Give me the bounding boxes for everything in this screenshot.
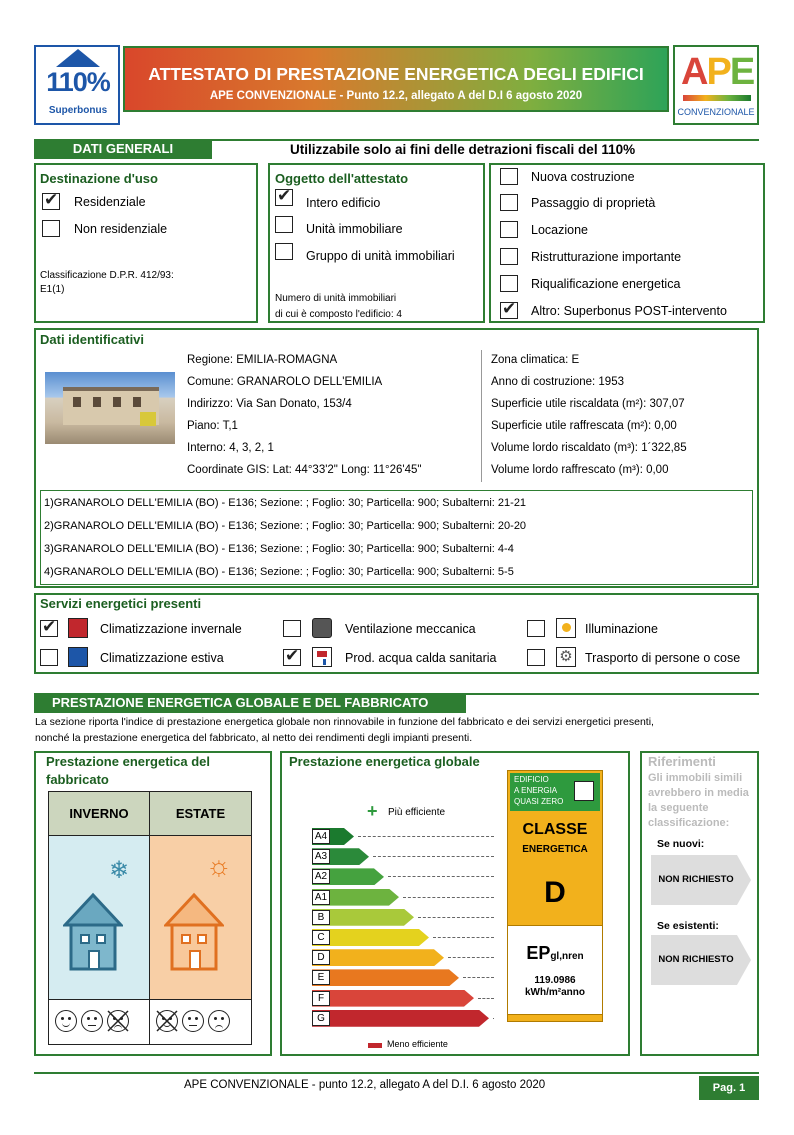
meno-efficiente-label: Meno efficiente bbox=[387, 1039, 448, 1049]
illuminazione-label: Illuminazione bbox=[585, 622, 658, 636]
intero-label: Intero edificio bbox=[306, 196, 381, 210]
cadastral-row: 1)GRANAROLO DELL'EMILIA (BO) - E136; Sezione: ; Foglio: 30; Particella: 900; Subalterni: 21-21 bbox=[44, 497, 527, 509]
altro-checkbox[interactable] bbox=[500, 302, 518, 319]
nuova-costruzione-label: Nuova costruzione bbox=[531, 170, 635, 184]
services-title: Servizi energetici presenti bbox=[40, 596, 202, 611]
class-label-g: G bbox=[312, 1011, 330, 1026]
indirizzo: Indirizzo: Via San Donato, 153/4 bbox=[187, 398, 352, 410]
cadastral-row: 3)GRANAROLO DELL'EMILIA (BO) - E136; Sezione: ; Foglio: 30; Particella: 900; Subalterni: 4-4 bbox=[44, 543, 514, 555]
sad-face-icon bbox=[208, 1010, 230, 1032]
light-bulb-icon bbox=[556, 618, 576, 638]
ident-title: Dati identificativi bbox=[40, 332, 145, 347]
interno: Interno: 4, 3, 2, 1 bbox=[187, 442, 274, 454]
clim-inv-checkbox[interactable] bbox=[40, 620, 58, 637]
class-arrow-f bbox=[312, 990, 474, 1007]
estate-quality-faces bbox=[150, 999, 251, 1044]
nuovi-value: NON RICHIESTO bbox=[658, 874, 734, 885]
clim-est-label: Climatizzazione estiva bbox=[100, 651, 224, 665]
ep-sub: gl,nren bbox=[550, 951, 584, 962]
nzeb-line-2: A ENERGIA bbox=[514, 786, 558, 795]
class-guide-line bbox=[403, 897, 494, 898]
se-esistenti-label: Se esistenti: bbox=[657, 920, 719, 932]
class-label-a1: A1 bbox=[312, 890, 330, 905]
classificazione-value: E1(1) bbox=[40, 284, 65, 295]
ventilazione-label: Ventilazione meccanica bbox=[345, 622, 476, 636]
estate-panel bbox=[150, 836, 251, 999]
performance-desc-1: La sezione riporta l'indice di prestazione energetica globale non rinnovabile in funzione del fabbricato e dei servizi energetici presenti, bbox=[35, 716, 654, 728]
fabbricato-table bbox=[48, 791, 252, 1045]
altro-label: Altro: Superbonus POST-intervento bbox=[531, 304, 727, 318]
passaggio-checkbox[interactable] bbox=[500, 194, 518, 211]
class-label-a4: A4 bbox=[312, 829, 330, 844]
ristrutturazione-label: Ristrutturazione importante bbox=[531, 250, 682, 264]
piano: Piano: T,1 bbox=[187, 420, 238, 432]
radiator-icon bbox=[68, 618, 88, 638]
comune: Comune: GRANAROLO DELL'EMILIA bbox=[187, 376, 383, 388]
ape-logo-bars bbox=[683, 95, 751, 101]
happy-face-icon bbox=[156, 1010, 178, 1032]
ape-logo-sub: CONVENZIONALE bbox=[677, 107, 755, 117]
snowflake-icon: ❄ bbox=[109, 857, 130, 884]
class-label-b: B bbox=[312, 910, 330, 925]
clim-est-checkbox[interactable] bbox=[40, 649, 58, 666]
footer-rule bbox=[34, 1072, 759, 1074]
nzeb-line-1: EDIFICIO bbox=[514, 775, 549, 784]
acqua-label: Prod. acqua calda sanitaria bbox=[345, 651, 497, 665]
energetica-label: ENERGETICA bbox=[522, 844, 588, 855]
page-number: Pag. 1 bbox=[699, 1076, 759, 1100]
class-label-f: F bbox=[312, 991, 330, 1006]
superficie-raffrescata: Superficie utile raffrescata (m²): 0,00 bbox=[491, 420, 677, 432]
non-residenziale-label: Non residenziale bbox=[74, 222, 168, 236]
class-label-d: D bbox=[312, 950, 330, 965]
house-roof-icon bbox=[56, 49, 100, 67]
nuova-costruzione-checkbox[interactable] bbox=[500, 168, 518, 185]
ep-unit: kWh/m²anno bbox=[525, 987, 585, 998]
superbonus-logo bbox=[34, 45, 120, 125]
performance-desc-2: nonché la prestazione energetica del fabbricato, al netto dei rendimenti degli impianti presenti. bbox=[35, 732, 473, 744]
esistenti-value: NON RICHIESTO bbox=[658, 954, 734, 965]
ep-main: EP bbox=[526, 943, 551, 963]
regione: Regione: EMILIA-ROMAGNA bbox=[187, 354, 338, 366]
class-arrow-e bbox=[312, 969, 459, 986]
volume-raffrescato: Volume lordo raffrescato (m³): 0,00 bbox=[491, 464, 669, 476]
hot-water-tap-icon bbox=[312, 647, 332, 667]
building-photo bbox=[45, 372, 175, 444]
nzeb-checkbox[interactable] bbox=[574, 781, 594, 801]
class-arrow-g bbox=[312, 1010, 489, 1027]
motivazione-box bbox=[489, 163, 765, 323]
gear-icon: ⚙ bbox=[556, 647, 576, 667]
meno-marker bbox=[368, 1043, 382, 1048]
clim-inv-label: Climatizzazione invernale bbox=[100, 622, 242, 636]
class-label-a2: A2 bbox=[312, 869, 330, 884]
locazione-label: Locazione bbox=[531, 223, 588, 237]
neutral-face-icon bbox=[182, 1010, 204, 1032]
sad-face-icon bbox=[107, 1010, 129, 1032]
usage-note: Utilizzabile solo ai fini delle detrazioni fiscali del 110% bbox=[290, 142, 636, 157]
numero-unita-line2: di cui è composto l'edificio: 4 bbox=[275, 309, 402, 320]
superficie-riscaldata: Superficie utile riscaldata (m²): 307,07 bbox=[491, 398, 685, 410]
class-guide-line bbox=[418, 917, 494, 918]
class-guide-line bbox=[358, 836, 494, 837]
happy-face-icon bbox=[55, 1010, 77, 1032]
class-label-e: E bbox=[312, 970, 330, 985]
estate-header: ESTATE bbox=[150, 792, 251, 836]
general-tab: DATI GENERALI bbox=[34, 139, 212, 159]
house-winter-icon bbox=[63, 891, 123, 971]
performance-tab: PRESTAZIONE ENERGETICA GLOBALE E DEL FABBRICATO bbox=[34, 693, 466, 713]
gruppo-checkbox[interactable] bbox=[275, 243, 293, 260]
fabbricato-title-1: Prestazione energetica del bbox=[46, 754, 211, 769]
house-summer-icon bbox=[164, 891, 224, 971]
illuminazione-checkbox[interactable] bbox=[527, 620, 545, 637]
class-guide-line bbox=[478, 998, 494, 999]
gruppo-label: Gruppo di unità immobiliari bbox=[306, 249, 455, 263]
non-residenziale-checkbox[interactable] bbox=[42, 220, 60, 237]
riqualificazione-label: Riqualificazione energetica bbox=[531, 277, 681, 291]
intero-checkbox[interactable] bbox=[275, 189, 293, 206]
residenziale-label: Residenziale bbox=[74, 195, 146, 209]
cadastral-row: 4)GRANAROLO DELL'EMILIA (BO) - E136; Sezione: ; Foglio: 30; Particella: 900; Subalterni: 5-5 bbox=[44, 566, 514, 578]
nzeb-line-3: QUASI ZERO bbox=[514, 797, 564, 806]
oggetto-title: Oggetto dell'attestato bbox=[275, 171, 409, 186]
riferimenti-title: Riferimenti bbox=[648, 754, 716, 769]
piu-efficiente-label: Più efficiente bbox=[388, 807, 446, 818]
ep-arrow bbox=[493, 942, 507, 970]
page-title: ATTESTATO DI PRESTAZIONE ENERGETICA DEGLI EDIFICI bbox=[148, 64, 644, 84]
unita-label: Unità immobiliare bbox=[306, 222, 403, 236]
classe-value: D bbox=[544, 876, 566, 909]
logo-110-text: 110% bbox=[46, 67, 110, 97]
riqualificazione-checkbox[interactable] bbox=[500, 275, 518, 292]
class-guide-line bbox=[433, 937, 494, 938]
page-subtitle: APE CONVENZIONALE - Punto 12.2, allegato A del D.I 6 agosto 2020 bbox=[209, 90, 583, 102]
class-label-c: C bbox=[312, 930, 330, 945]
destinazione-title: Destinazione d'uso bbox=[40, 171, 158, 186]
coordinate: Coordinate GIS: Lat: 44°33'2" Long: 11°26'45" bbox=[187, 464, 422, 476]
general-tab-rule bbox=[212, 139, 759, 141]
trasporto-checkbox[interactable] bbox=[527, 649, 545, 666]
ep-label bbox=[507, 943, 603, 964]
footer-text: APE CONVENZIONALE - punto 12.2, allegato A del D.I. 6 agosto 2020 bbox=[184, 1079, 546, 1091]
acqua-checkbox[interactable] bbox=[283, 649, 301, 666]
fan-icon bbox=[312, 618, 332, 638]
class-guide-line bbox=[373, 856, 494, 857]
locazione-checkbox[interactable] bbox=[500, 221, 518, 238]
se-nuovi-label: Se nuovi: bbox=[657, 838, 705, 850]
performance-tab-rule bbox=[466, 693, 759, 695]
ape-logo-text: APE bbox=[681, 51, 754, 93]
trasporto-label: Trasporto di persone o cose bbox=[585, 651, 741, 665]
class-guide-line bbox=[493, 1018, 494, 1019]
inverno-header: INVERNO bbox=[49, 792, 150, 836]
plus-icon: + bbox=[367, 801, 378, 821]
ristrutturazione-checkbox[interactable] bbox=[500, 248, 518, 265]
ident-divider bbox=[481, 350, 482, 482]
numero-unita-line1: Numero di unità immobiliari bbox=[275, 293, 397, 304]
volume-riscaldato: Volume lordo riscaldato (m³): 1´322,85 bbox=[491, 442, 687, 454]
passaggio-label: Passaggio di proprietà bbox=[531, 196, 656, 210]
unita-checkbox[interactable] bbox=[275, 216, 293, 233]
ape-logo bbox=[673, 45, 759, 125]
class-arrow-d bbox=[312, 949, 444, 966]
inverno-quality-faces bbox=[49, 999, 150, 1044]
header-banner bbox=[123, 46, 669, 112]
logo-superbonus-text: Superbonus bbox=[48, 105, 108, 116]
residenziale-checkbox[interactable] bbox=[42, 193, 60, 210]
ventilazione-checkbox[interactable] bbox=[283, 620, 301, 637]
globale-title: Prestazione energetica globale bbox=[289, 754, 480, 769]
ep-value: 119.0986 bbox=[534, 975, 576, 986]
destinazione-box bbox=[34, 163, 258, 323]
riferimenti-desc: Gli immobili simili avrebbero in media la seguente classificazione: bbox=[648, 772, 749, 829]
fabbricato-title-2: fabbricato bbox=[46, 772, 109, 787]
classe-label: CLASSE bbox=[522, 821, 588, 838]
class-guide-line bbox=[448, 957, 494, 958]
air-conditioner-icon bbox=[68, 647, 88, 667]
class-guide-line bbox=[463, 977, 494, 978]
classificazione-label: Classificazione D.P.R. 412/93: bbox=[40, 270, 174, 281]
inverno-panel bbox=[49, 836, 150, 999]
zona-climatica: Zona climatica: E bbox=[491, 354, 580, 366]
cadastral-row: 2)GRANAROLO DELL'EMILIA (BO) - E136; Sezione: ; Foglio: 30; Particella: 900; Subalterni: 20-20 bbox=[44, 520, 527, 532]
sun-icon: ☼ bbox=[206, 850, 232, 881]
neutral-face-icon bbox=[81, 1010, 103, 1032]
class-label-a3: A3 bbox=[312, 849, 330, 864]
anno-costruzione: Anno di costruzione: 1953 bbox=[491, 376, 624, 388]
class-guide-line bbox=[388, 876, 494, 877]
ep-box bbox=[507, 925, 603, 1015]
